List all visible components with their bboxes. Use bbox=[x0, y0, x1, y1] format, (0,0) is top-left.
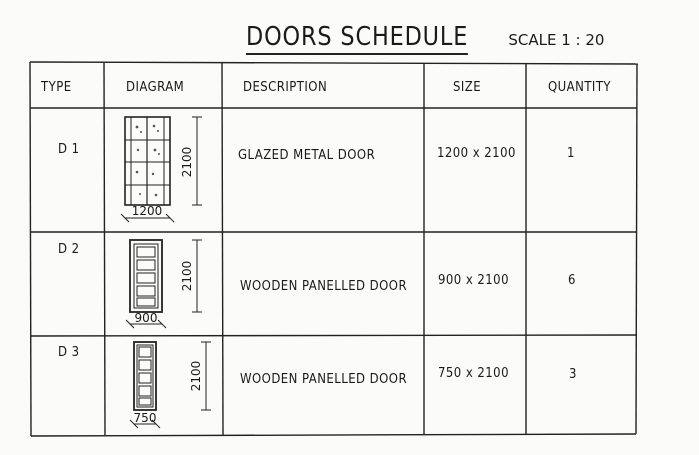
row-1-size: 1200 x 2100 bbox=[437, 146, 516, 161]
row-3-type: D 3 bbox=[58, 345, 80, 360]
d3-height-label: 2100 bbox=[189, 360, 203, 392]
row-1-quantity: 1 bbox=[567, 146, 575, 161]
row-2-quantity: 6 bbox=[568, 273, 576, 288]
row-2-type: D 2 bbox=[58, 242, 80, 257]
header-size: SIZE bbox=[453, 80, 482, 95]
header-description: DESCRIPTION bbox=[243, 80, 328, 95]
d2-height-label: 2100 bbox=[180, 260, 194, 292]
header-diagram: DIAGRAM bbox=[126, 80, 185, 95]
d2-width-label: 900 bbox=[134, 311, 158, 325]
page-title: DOORS SCHEDULE bbox=[246, 22, 468, 55]
row-3-description: WOODEN PANELLED DOOR bbox=[240, 372, 408, 387]
row-3-quantity: 3 bbox=[569, 367, 577, 382]
header-type: TYPE bbox=[41, 80, 72, 95]
scale-label: SCALE 1 : 20 bbox=[508, 31, 605, 49]
d1-width-label: 1200 bbox=[131, 204, 163, 218]
row-2-description: WOODEN PANELLED DOOR bbox=[240, 279, 408, 294]
header-quantity: QUANTITY bbox=[548, 80, 612, 95]
row-1-description: GLAZED METAL DOOR bbox=[238, 148, 376, 163]
d1-height-label: 2100 bbox=[180, 146, 194, 178]
row-1-type: D 1 bbox=[58, 142, 80, 157]
row-3-size: 750 x 2100 bbox=[438, 366, 509, 381]
row-2-size: 900 x 2100 bbox=[438, 273, 509, 288]
d3-width-label: 750 bbox=[133, 411, 157, 425]
